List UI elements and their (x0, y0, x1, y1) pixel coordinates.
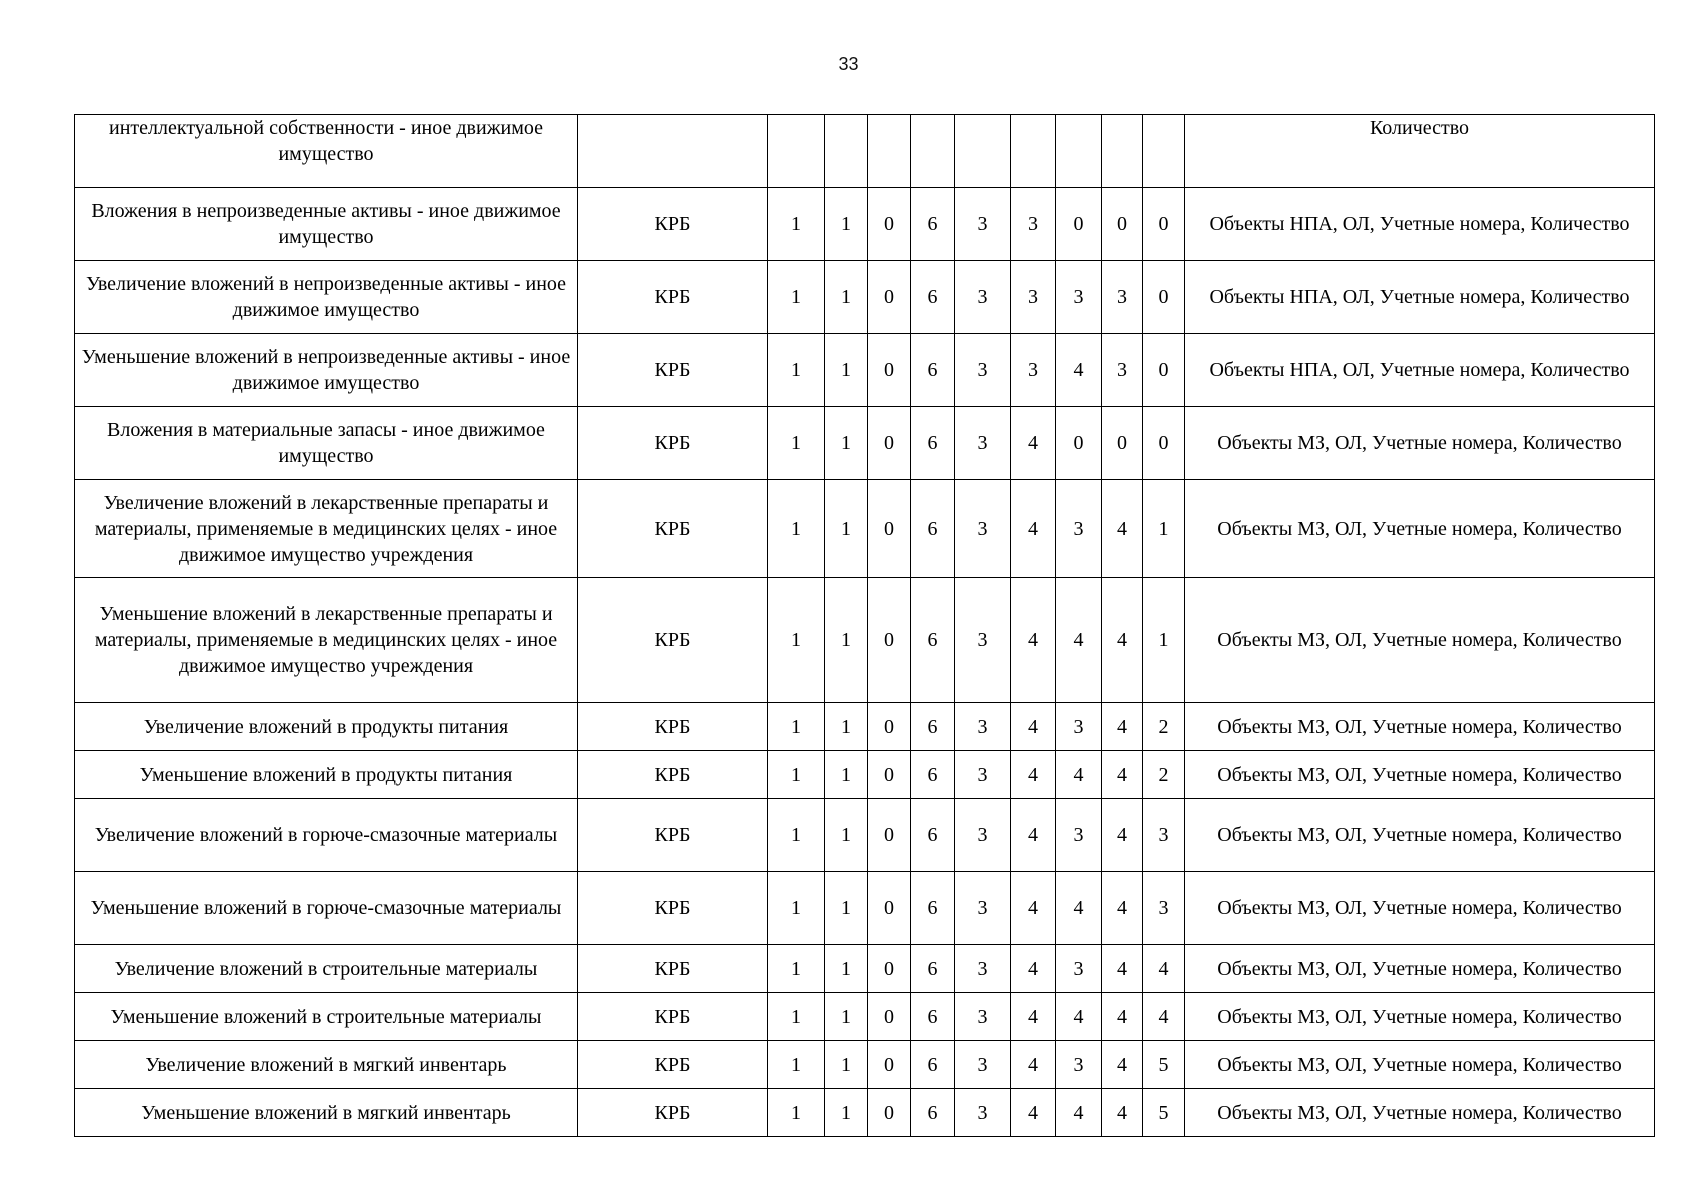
account-name-cell: Увеличение вложений в продукты питания (75, 703, 578, 751)
account-digit-cell: 3 (955, 993, 1011, 1041)
account-type-cell: КРБ (578, 945, 768, 993)
account-digit-cell: 0 (1143, 261, 1185, 334)
account-digit-cell: 0 (1102, 188, 1143, 261)
account-digit-cell: 3 (1011, 261, 1056, 334)
account-digit-cell: 3 (955, 751, 1011, 799)
table-row (75, 945, 1655, 993)
account-digit-cell: 3 (1011, 334, 1056, 407)
account-digit-cell: 1 (1143, 480, 1185, 578)
account-name-cell: Увеличение вложений в строительные материалы (75, 945, 578, 993)
analytics-cell: Объекты НПА, ОЛ, Учетные номера, Количество (1185, 261, 1655, 334)
analytics-cell: Объекты МЗ, ОЛ, Учетные номера, Количество (1185, 703, 1655, 751)
account-digit-cell: 4 (1011, 799, 1056, 872)
account-name-cell: Увеличение вложений в лекарственные препараты и материалы, применяемые в медицинских целях - иное движимое имущество учреждения (75, 480, 578, 578)
analytics-cell: Объекты МЗ, ОЛ, Учетные номера, Количество (1185, 1089, 1655, 1137)
account-digit-cell: 1 (768, 945, 825, 993)
account-digit-cell: 1 (768, 334, 825, 407)
account-digit-cell: 2 (1143, 703, 1185, 751)
account-name-cell: Уменьшение вложений в продукты питания (75, 751, 578, 799)
account-digit-cell: 3 (1056, 261, 1102, 334)
account-digit-cell: 4 (1011, 1089, 1056, 1137)
account-digit-cell: 3 (1056, 799, 1102, 872)
account-digit-cell: 1 (825, 945, 868, 993)
account-digit-cell: 4 (1056, 334, 1102, 407)
table-row (75, 751, 1655, 799)
account-digit-cell: 1 (825, 703, 868, 751)
account-type-cell: КРБ (578, 703, 768, 751)
account-digit-cell: 1 (825, 261, 868, 334)
account-digit-cell: 1 (825, 993, 868, 1041)
account-digit-cell (768, 115, 825, 188)
account-digit-cell: 4 (1011, 1041, 1056, 1089)
account-digit-cell: 1 (825, 1089, 868, 1137)
table-row (75, 993, 1655, 1041)
account-type-cell: КРБ (578, 751, 768, 799)
analytics-cell: Объекты НПА, ОЛ, Учетные номера, Количество (1185, 334, 1655, 407)
account-digit-cell: 6 (911, 1041, 955, 1089)
account-digit-cell: 1 (768, 578, 825, 703)
table-row (75, 188, 1655, 261)
account-name-cell: Вложения в непроизведенные активы - иное движимое имущество (75, 188, 578, 261)
account-digit-cell: 6 (911, 993, 955, 1041)
account-type-cell: КРБ (578, 188, 768, 261)
account-digit-cell: 6 (911, 703, 955, 751)
account-digit-cell: 6 (911, 188, 955, 261)
account-type-cell: КРБ (578, 872, 768, 945)
account-digit-cell (1102, 115, 1143, 188)
analytics-cell: Объекты МЗ, ОЛ, Учетные номера, Количество (1185, 872, 1655, 945)
account-digit-cell: 0 (868, 703, 911, 751)
account-digit-cell: 3 (1143, 872, 1185, 945)
analytics-cell: Объекты МЗ, ОЛ, Учетные номера, Количество (1185, 1041, 1655, 1089)
account-name-cell: Уменьшение вложений в строительные материалы (75, 993, 578, 1041)
account-digit-cell: 1 (825, 751, 868, 799)
account-digit-cell: 3 (1056, 945, 1102, 993)
account-digit-cell: 1 (768, 188, 825, 261)
account-digit-cell: 3 (955, 872, 1011, 945)
account-digit-cell: 0 (1056, 188, 1102, 261)
account-digit-cell: 0 (1143, 407, 1185, 480)
account-digit-cell: 4 (1011, 480, 1056, 578)
account-digit-cell: 4 (1011, 578, 1056, 703)
analytics-cell: Количество (1185, 115, 1655, 188)
account-digit-cell: 0 (868, 799, 911, 872)
account-digit-cell: 6 (911, 261, 955, 334)
account-digit-cell: 3 (1143, 799, 1185, 872)
account-digit-cell: 3 (955, 945, 1011, 993)
table-row (75, 872, 1655, 945)
account-digit-cell: 3 (955, 261, 1011, 334)
account-digit-cell: 1 (825, 872, 868, 945)
account-digit-cell: 4 (1102, 993, 1143, 1041)
account-digit-cell: 4 (1102, 703, 1143, 751)
account-digit-cell: 3 (1102, 334, 1143, 407)
account-digit-cell: 1 (768, 703, 825, 751)
account-type-cell: КРБ (578, 407, 768, 480)
account-digit-cell: 5 (1143, 1089, 1185, 1137)
account-digit-cell: 1 (768, 751, 825, 799)
account-digit-cell: 1 (768, 407, 825, 480)
account-digit-cell: 4 (1102, 799, 1143, 872)
account-digit-cell: 0 (1143, 334, 1185, 407)
account-digit-cell: 4 (1056, 993, 1102, 1041)
account-digit-cell: 3 (955, 480, 1011, 578)
account-digit-cell: 1 (825, 188, 868, 261)
account-digit-cell (911, 115, 955, 188)
account-name-cell: Увеличение вложений в горюче-смазочные материалы (75, 799, 578, 872)
analytics-cell: Объекты МЗ, ОЛ, Учетные номера, Количество (1185, 993, 1655, 1041)
account-digit-cell: 3 (955, 1041, 1011, 1089)
account-digit-cell: 4 (1011, 751, 1056, 799)
account-digit-cell: 6 (911, 334, 955, 407)
account-name-cell: Уменьшение вложений в лекарственные препараты и материалы, применяемые в медицинских целях - иное движимое имущество учреждения (75, 578, 578, 703)
account-type-cell (578, 115, 768, 188)
account-digit-cell: 6 (911, 751, 955, 799)
analytics-cell: Объекты МЗ, ОЛ, Учетные номера, Количество (1185, 751, 1655, 799)
account-digit-cell: 1 (825, 799, 868, 872)
account-digit-cell: 4 (1056, 1089, 1102, 1137)
account-digit-cell (1143, 115, 1185, 188)
account-type-cell: КРБ (578, 993, 768, 1041)
account-digit-cell: 4 (1143, 945, 1185, 993)
account-digit-cell: 4 (1011, 872, 1056, 945)
account-digit-cell: 0 (868, 261, 911, 334)
account-type-cell: КРБ (578, 334, 768, 407)
account-digit-cell: 6 (911, 480, 955, 578)
account-digit-cell: 3 (955, 407, 1011, 480)
account-digit-cell: 4 (1102, 1041, 1143, 1089)
account-digit-cell: 4 (1011, 945, 1056, 993)
account-digit-cell: 3 (1011, 188, 1056, 261)
account-digit-cell (955, 115, 1011, 188)
account-digit-cell: 0 (868, 993, 911, 1041)
account-digit-cell: 1 (768, 993, 825, 1041)
accounts-table (74, 114, 1655, 1137)
account-digit-cell: 6 (911, 799, 955, 872)
account-name-cell: Уменьшение вложений в мягкий инвентарь (75, 1089, 578, 1137)
account-digit-cell (1011, 115, 1056, 188)
account-digit-cell: 6 (911, 872, 955, 945)
account-digit-cell: 4 (1056, 872, 1102, 945)
account-digit-cell: 0 (1102, 407, 1143, 480)
account-digit-cell: 1 (825, 407, 868, 480)
account-digit-cell: 1 (825, 1041, 868, 1089)
account-name-cell: Увеличение вложений в мягкий инвентарь (75, 1041, 578, 1089)
analytics-cell: Объекты МЗ, ОЛ, Учетные номера, Количество (1185, 407, 1655, 480)
account-digit-cell: 1 (768, 1041, 825, 1089)
account-digit-cell: 6 (911, 578, 955, 703)
account-digit-cell: 4 (1102, 578, 1143, 703)
analytics-cell: Объекты МЗ, ОЛ, Учетные номера, Количество (1185, 945, 1655, 993)
analytics-cell: Объекты МЗ, ОЛ, Учетные номера, Количество (1185, 480, 1655, 578)
account-type-cell: КРБ (578, 261, 768, 334)
account-digit-cell: 0 (868, 578, 911, 703)
table-row (75, 1089, 1655, 1137)
account-digit-cell: 0 (868, 751, 911, 799)
account-type-cell: КРБ (578, 1041, 768, 1089)
table-row (75, 334, 1655, 407)
account-digit-cell: 5 (1143, 1041, 1185, 1089)
table-row (75, 407, 1655, 480)
account-name-cell: Вложения в материальные запасы - иное движимое имущество (75, 407, 578, 480)
account-digit-cell: 1 (768, 1089, 825, 1137)
account-digit-cell: 4 (1102, 945, 1143, 993)
account-digit-cell: 3 (955, 703, 1011, 751)
account-name-cell: Увеличение вложений в непроизведенные активы - иное движимое имущество (75, 261, 578, 334)
account-digit-cell (1056, 115, 1102, 188)
account-digit-cell: 1 (1143, 578, 1185, 703)
account-type-cell: КРБ (578, 799, 768, 872)
table-row (75, 799, 1655, 872)
account-digit-cell: 3 (1056, 703, 1102, 751)
account-type-cell: КРБ (578, 578, 768, 703)
account-digit-cell: 6 (911, 1089, 955, 1137)
account-digit-cell: 4 (1102, 1089, 1143, 1137)
account-digit-cell: 0 (868, 1089, 911, 1137)
account-digit-cell: 6 (911, 945, 955, 993)
account-digit-cell: 4 (1102, 480, 1143, 578)
account-digit-cell: 3 (955, 188, 1011, 261)
account-digit-cell: 3 (1056, 1041, 1102, 1089)
account-digit-cell: 3 (955, 799, 1011, 872)
page-number: 33 (838, 54, 859, 74)
account-digit-cell: 2 (1143, 751, 1185, 799)
table-row (75, 480, 1655, 578)
account-digit-cell: 3 (1102, 261, 1143, 334)
analytics-cell: Объекты МЗ, ОЛ, Учетные номера, Количество (1185, 799, 1655, 872)
account-digit-cell: 0 (868, 334, 911, 407)
account-name-cell: Уменьшение вложений в горюче-смазочные материалы (75, 872, 578, 945)
account-digit-cell: 0 (868, 872, 911, 945)
account-digit-cell: 3 (1056, 480, 1102, 578)
account-digit-cell (868, 115, 911, 188)
account-digit-cell: 1 (768, 799, 825, 872)
account-name-cell: интеллектуальной собственности - иное движимое имущество (75, 115, 578, 188)
account-digit-cell: 4 (1011, 407, 1056, 480)
account-type-cell: КРБ (578, 1089, 768, 1137)
table-row (75, 261, 1655, 334)
table-row (75, 578, 1655, 703)
account-digit-cell: 3 (955, 578, 1011, 703)
account-digit-cell: 6 (911, 407, 955, 480)
account-digit-cell: 4 (1102, 872, 1143, 945)
account-digit-cell (825, 115, 868, 188)
account-digit-cell: 3 (955, 1089, 1011, 1137)
table-body (75, 115, 1655, 1137)
account-digit-cell: 1 (825, 480, 868, 578)
account-digit-cell: 4 (1143, 993, 1185, 1041)
account-digit-cell: 0 (868, 1041, 911, 1089)
account-digit-cell: 0 (868, 480, 911, 578)
account-digit-cell: 4 (1102, 751, 1143, 799)
account-digit-cell: 1 (768, 480, 825, 578)
account-digit-cell: 1 (825, 334, 868, 407)
account-digit-cell: 4 (1056, 578, 1102, 703)
account-digit-cell: 4 (1056, 751, 1102, 799)
account-digit-cell: 0 (868, 407, 911, 480)
account-name-cell: Уменьшение вложений в непроизведенные активы - иное движимое имущество (75, 334, 578, 407)
table-row (75, 115, 1655, 188)
account-type-cell: КРБ (578, 480, 768, 578)
analytics-cell: Объекты МЗ, ОЛ, Учетные номера, Количество (1185, 578, 1655, 703)
table-row (75, 703, 1655, 751)
account-digit-cell: 0 (868, 945, 911, 993)
table-row (75, 1041, 1655, 1089)
account-digit-cell: 3 (955, 334, 1011, 407)
account-digit-cell: 1 (768, 261, 825, 334)
account-digit-cell: 1 (768, 872, 825, 945)
account-digit-cell: 0 (1143, 188, 1185, 261)
account-digit-cell: 0 (868, 188, 911, 261)
account-digit-cell: 4 (1011, 703, 1056, 751)
account-digit-cell: 0 (1056, 407, 1102, 480)
account-digit-cell: 4 (1011, 993, 1056, 1041)
account-digit-cell: 1 (825, 578, 868, 703)
analytics-cell: Объекты НПА, ОЛ, Учетные номера, Количество (1185, 188, 1655, 261)
